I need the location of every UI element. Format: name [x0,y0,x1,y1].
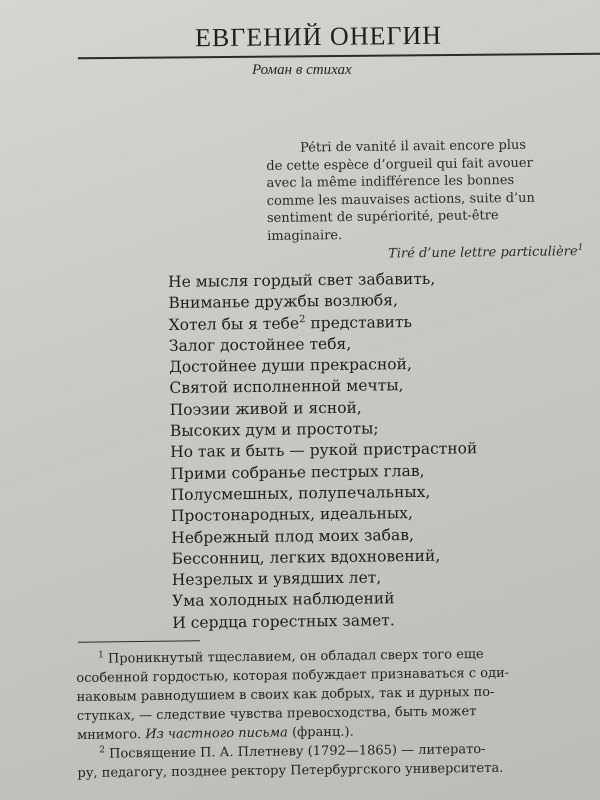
poem-line: Залог достойнее тебя, [168,334,352,355]
poem-line: Простонародных, идеальных, [170,504,413,526]
footnote-1-line: особенной гордостью, которая побуждает признаваться с оди- [76,665,510,686]
poem-line: Прими собранье пестрых глав, [170,461,425,483]
poem-line: Не мысля гордый свет забавить, [168,269,436,291]
poem-line-text: Хотел бы я тебе [168,313,300,334]
footnote-rule [78,640,200,642]
book-title: ЕВГЕНИЙ ОНЕГИН [194,20,443,53]
poem-line: Небрежный плод моих забав, [171,525,414,547]
poem-line: Поэзии живой и ясной, [169,398,362,419]
epigraph-line: imaginaire. [267,227,343,244]
epigraph-source-text: Tiré d’une lettre particulière [388,244,578,262]
epigraph-line: comme les mauvaises actions, suite d’un [266,190,535,209]
epigraph-line: Pétri de vanité il avait encore plus [300,137,527,156]
poem-line: И сердца горестных замет. [172,611,395,632]
epigraph-line: de cette espèce d’orgueil qui fait avouer [266,155,533,174]
footnote-1-line: наковым равнодушием в своих как добрых, так и дурных по- [76,684,495,705]
footnote-text: Проникнутый тщеславием, он обладал сверх того еще [103,647,484,667]
footnote-text: Посвящение П. А. Плетневу (1792—1865) — литерато- [104,742,486,762]
epigraph-line: avec la même indifférence les bonnes [266,172,515,191]
epigraph-line: sentiment de supériorité, peut-être [266,208,499,226]
poem-line: Высоких дум и простоты; [169,419,379,441]
poem-line: Незрелых и увядших лет, [171,568,382,590]
dedication-poem [168,268,479,634]
footnote-text: мнимого. [76,727,146,743]
header-rule [78,53,600,60]
poem-line: Святой исполненной мечты, [169,376,404,398]
epigraph [266,136,587,264]
poem-line: Но так и быть — рукой пристрастной [170,439,478,462]
poem-line: Ума холодных наблюдений [171,589,395,611]
poem-line: Вниманье дружбы возлюбя, [168,291,399,313]
footnote-text: (франц.). [287,724,354,741]
footnote-number: 1 [98,650,104,661]
book-subtitle: Роман в стихах [252,62,352,78]
poem-line: Достойнее души прекрасной, [169,355,412,377]
footnote-number: 2 [99,745,106,756]
poem-line-text: представить [305,312,413,332]
footnotes [76,644,598,783]
footnote-mark: 2 [298,313,306,325]
poem-line: Бессонниц, легких вдохновений, [171,546,441,568]
poem-line: Полусмешных, полупечальных, [170,482,431,504]
footnote-1-line: ступках, — следствие чувства превосходства, быть может [76,704,477,724]
footnote-mark: 1 [577,242,584,253]
footnote-source: Из частного письма [145,725,288,743]
epigraph-source [267,243,587,264]
footnote-2-line: ру, педагогу, позднее ректору Петербургского университета. [77,760,504,781]
